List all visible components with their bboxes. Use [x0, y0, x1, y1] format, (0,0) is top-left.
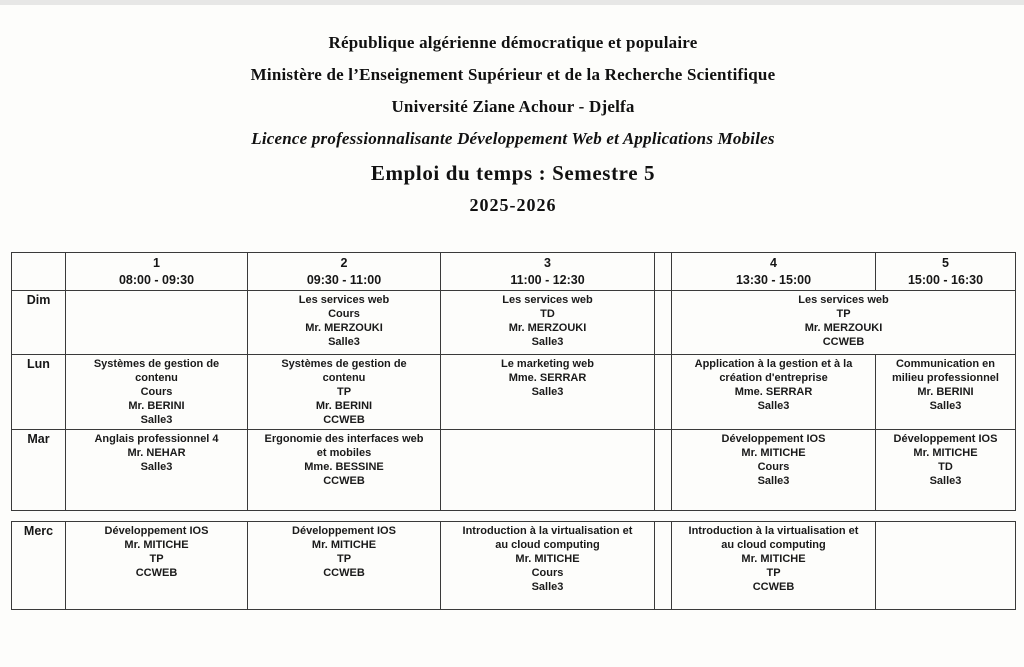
scan-edge-strip — [0, 0, 1024, 5]
spacer-cell — [655, 291, 672, 355]
academic-year: 2025-2026 — [469, 195, 557, 215]
cell-mar-p5: Développement IOS Mr. MITICHE TD Salle3 — [876, 430, 1016, 511]
cell-merc-p4: Introduction à la virtualisation et au cloud computing Mr. MITICHE TP CCWEB — [672, 522, 876, 610]
cell-merc-p1: Développement IOS Mr. MITICHE TP CCWEB — [66, 522, 248, 610]
timetable-main — [11, 252, 1016, 511]
cell-merc-p5 — [876, 522, 1016, 610]
day-label-dim: Dim — [12, 291, 66, 355]
cell-lun-p1: Systèmes de gestion de contenu Cours Mr. BERINI Salle3 — [66, 355, 248, 430]
period-header-1 — [66, 253, 248, 291]
cell-dim-p4-p5-merged: Les services web TP Mr. MERZOUKI CCWEB — [672, 291, 1016, 355]
cell-lun-p5: Communication en milieu professionnel Mr. BERINI Salle3 — [876, 355, 1016, 430]
university-title: Université Ziane Achour - Djelfa — [391, 97, 635, 116]
period-header-3 — [441, 253, 655, 291]
document-header — [11, 33, 1015, 227]
row-merc — [12, 522, 1016, 610]
cell-dim-p2: Les services web Cours Mr. MERZOUKI Salle3 — [248, 291, 441, 355]
timetable-merc-block — [11, 521, 1016, 610]
cell-merc-p3: Introduction à la virtualisation et au cloud computing Mr. MITICHE Cours Salle3 — [441, 522, 655, 610]
ministry-title: Ministère de l’Enseignement Supérieur et de la Recherche Scientifique — [250, 65, 776, 84]
cell-lun-p4: Application à la gestion et à la création d'entreprise Mme. SERRAR Salle3 — [672, 355, 876, 430]
timetable-area — [11, 252, 1015, 610]
period-header-4 — [672, 253, 876, 291]
spacer-cell — [655, 430, 672, 511]
row-lun — [12, 355, 1016, 430]
spacer-cell — [655, 522, 672, 610]
period-time: 11:00 - 12:30 — [510, 273, 585, 287]
cell-merc-p2: Développement IOS Mr. MITICHE TP CCWEB — [248, 522, 441, 610]
day-column-header — [12, 253, 66, 291]
period-time: 08:00 - 09:30 — [118, 273, 195, 287]
row-mar — [12, 430, 1016, 511]
period-time: 15:00 - 16:30 — [907, 273, 984, 287]
period-header-2 — [248, 253, 441, 291]
period-number: 3 — [544, 256, 551, 270]
table-section-gap — [11, 511, 1015, 521]
period-number: 4 — [770, 256, 777, 270]
period-number: 5 — [942, 256, 949, 270]
cell-mar-p1: Anglais professionnel 4 Mr. NEHAR Salle3 — [66, 430, 248, 511]
row-dim — [12, 291, 1016, 355]
cell-mar-p3 — [441, 430, 655, 511]
spacer-cell — [655, 355, 672, 430]
spacer-header-cell — [655, 253, 672, 291]
period-number: 2 — [340, 256, 348, 270]
cell-lun-p3: Le marketing web Mme. SERRAR Salle3 — [441, 355, 655, 430]
period-number: 1 — [153, 256, 160, 270]
day-label-merc: Merc — [12, 522, 66, 610]
period-time: 13:30 - 15:00 — [735, 273, 812, 287]
day-label-lun: Lun — [12, 355, 66, 430]
republic-title: République algérienne démocratique et populaire — [328, 33, 698, 52]
cell-lun-p2: Systèmes de gestion de contenu TP Mr. BERINI CCWEB — [248, 355, 441, 430]
cell-dim-p3: Les services web TD Mr. MERZOUKI Salle3 — [441, 291, 655, 355]
cell-mar-p4: Développement IOS Mr. MITICHE Cours Salle3 — [672, 430, 876, 511]
period-header-5 — [876, 253, 1016, 291]
day-label-mar: Mar — [12, 430, 66, 511]
period-header-row — [12, 253, 1016, 291]
period-time: 09:30 - 11:00 — [306, 273, 382, 287]
cell-mar-p2: Ergonomie des interfaces web et mobiles Mme. BESSINE CCWEB — [248, 430, 441, 511]
cell-dim-p1 — [66, 291, 248, 355]
program-title: Licence professionnalisante Développement Web et Applications Mobiles — [251, 129, 775, 148]
page-title: Emploi du temps : Semestre 5 — [370, 161, 656, 185]
